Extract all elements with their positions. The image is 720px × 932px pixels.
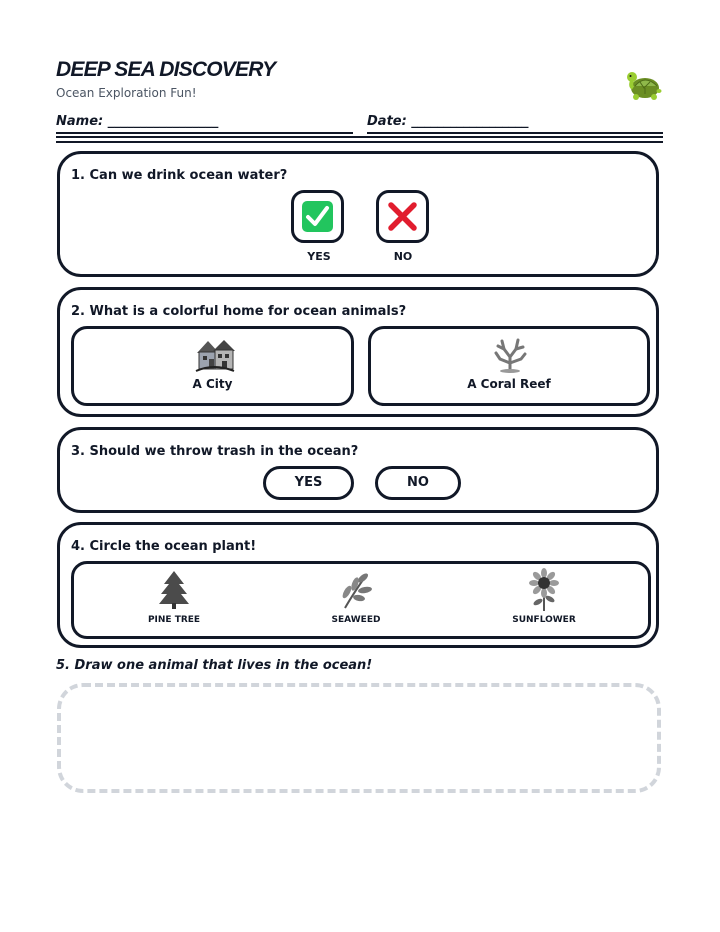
green-check-icon: [294, 193, 341, 240]
choice-city-label: A City: [192, 377, 233, 391]
pine-tree-label: PINE TREE: [147, 615, 201, 625]
question-1-card: [57, 151, 659, 277]
plant-options-panel: [71, 561, 651, 639]
sunflower-label: SUNFLOWER: [512, 615, 576, 625]
choice-seaweed[interactable]: [306, 564, 406, 636]
no-pill-button[interactable]: NO: [375, 466, 461, 500]
date-field-label: Date: __________________: [367, 114, 529, 129]
yes-answer-label: YES: [307, 250, 331, 263]
seaweed-icon: [337, 570, 375, 610]
turtle-icon: [624, 66, 664, 104]
choice-coral-reef-label: A Coral Reef: [467, 377, 551, 391]
pine-tree-icon: [157, 570, 191, 610]
choice-sunflower[interactable]: [494, 564, 594, 636]
coral-icon: [491, 337, 529, 373]
yes-pill-button[interactable]: YES: [263, 466, 354, 500]
seaweed-label: SEAWEED: [331, 615, 381, 625]
red-cross-icon: [379, 193, 426, 240]
drawing-area[interactable]: [57, 683, 661, 793]
sunflower-icon: [526, 568, 562, 612]
question-4-card: [57, 522, 659, 648]
question-1-text: 1. Can we drink ocean water?: [71, 168, 288, 183]
question-2-text: 2. What is a colorful home for ocean animals?: [71, 304, 407, 319]
houses-icon: [194, 335, 236, 373]
question-4-text: 4. Circle the ocean plant!: [71, 539, 257, 554]
no-answer-button[interactable]: [376, 190, 429, 243]
drawing-prompt: 5. Draw one animal that lives in the ocean!: [56, 658, 373, 673]
choice-coral-reef[interactable]: [368, 326, 650, 406]
choice-pine-tree[interactable]: [124, 564, 224, 636]
choice-city[interactable]: [71, 326, 354, 406]
name-underline[interactable]: [56, 132, 353, 134]
yes-answer-button[interactable]: [291, 190, 344, 243]
header-divider-bottom: [56, 141, 663, 143]
name-field-label: Name: _________________: [56, 114, 219, 129]
date-underline[interactable]: [367, 132, 663, 134]
question-3-card: [57, 427, 659, 513]
worksheet-subtitle: Ocean Exploration Fun!: [56, 86, 197, 100]
worksheet-title: DEEP SEA DISCOVERY: [56, 58, 276, 81]
question-2-card: [57, 287, 659, 417]
no-answer-label: NO: [393, 250, 413, 263]
header-divider-top: [56, 136, 663, 138]
question-3-text: 3. Should we throw trash in the ocean?: [71, 444, 359, 459]
